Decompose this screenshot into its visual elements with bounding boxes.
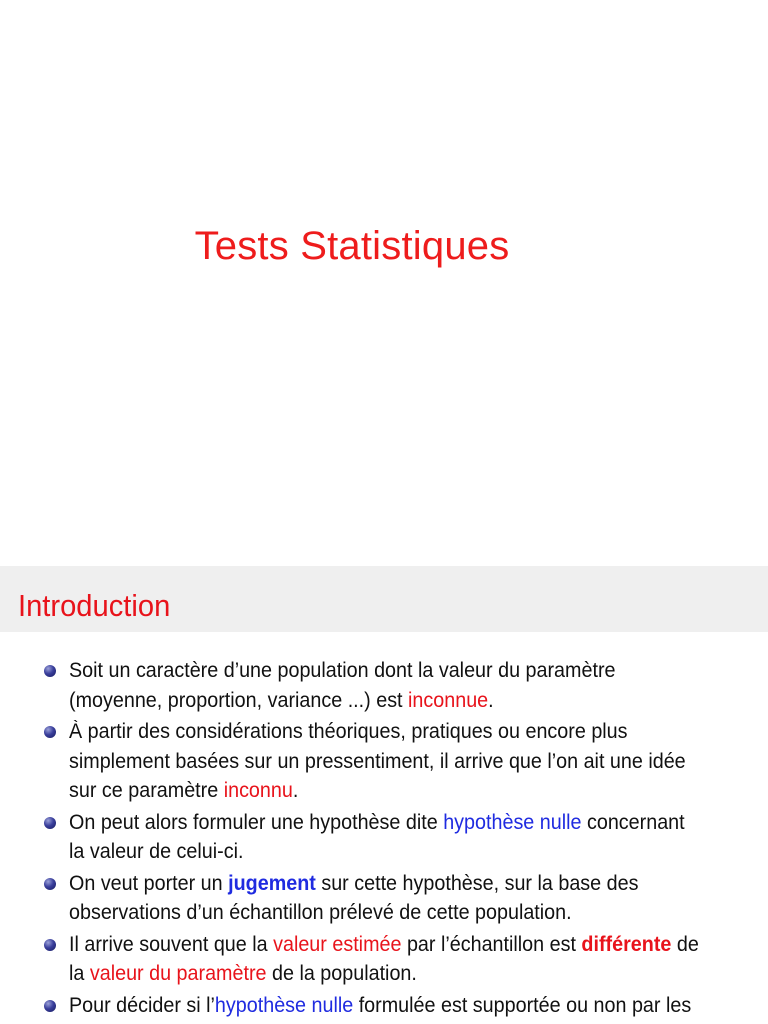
highlight-hypothese-nulle: hypothèse nulle [443, 810, 582, 834]
bullet-item-6 [0, 991, 768, 1021]
bullet-item-1 [0, 656, 768, 715]
text-line [69, 991, 707, 1021]
highlight-inconnu: inconnu [223, 779, 293, 802]
bullet-ball-icon [44, 878, 56, 890]
highlight-valeur-estimee: valeur estimée [273, 932, 402, 956]
text-run: la [69, 962, 90, 985]
text-run: À partir des considérations théoriques, pratiques ou encore plus [69, 720, 628, 743]
text-run: On peut alors formuler une hypothèse dite [69, 810, 444, 834]
frame-title: Introduction [18, 588, 171, 623]
text-run: On veut porter un [69, 871, 229, 895]
text-line [69, 776, 707, 806]
text-line [69, 717, 707, 747]
bullet-item-4 [0, 869, 768, 928]
text-line [69, 747, 707, 777]
text-run: Il arrive souvent que la [69, 932, 274, 956]
text-run: observations d’un échantillon prélevé de cette population. [69, 901, 572, 924]
text-run: . [292, 779, 299, 802]
bullet-list [0, 656, 768, 1022]
text-run: simplement basées sur un pressentiment, il arrive que l’on ait une idée [69, 749, 686, 773]
text-run: formulée est supportée ou non par les [353, 993, 692, 1017]
text-line [69, 898, 707, 928]
bullet-item-5 [0, 930, 768, 989]
text-line [69, 869, 707, 899]
text-run: de la population. [266, 962, 417, 985]
highlight-valeur-du-parametre: valeur du paramètre [89, 962, 267, 985]
bullet-ball-icon [44, 1000, 56, 1012]
highlight-jugement: jugement [228, 871, 316, 895]
bullet-ball-icon [44, 939, 56, 951]
highlight-inconnue: inconnue [408, 688, 489, 712]
text-run: par l’échantillon est [401, 932, 582, 956]
text-run: Soit un caractère d’une population dont la valeur du paramètre [69, 659, 616, 682]
highlight-hypothese-nulle: hypothèse nulle [214, 993, 354, 1017]
highlight-differente: différente [581, 932, 672, 956]
text-line [69, 686, 707, 716]
text-line [69, 837, 707, 867]
text-run: de [671, 932, 699, 956]
text-run: Pour décider si l’ [69, 993, 215, 1017]
bullet-ball-icon [44, 726, 56, 738]
text-line [69, 930, 707, 960]
text-run: . [488, 688, 494, 712]
text-line [69, 959, 707, 989]
bullet-item-2 [0, 717, 768, 806]
text-line [69, 808, 707, 838]
frame-header [0, 566, 768, 632]
text-run: (moyenne, proportion, variance ...) est [69, 688, 409, 712]
bullet-ball-icon [44, 665, 56, 677]
text-run: la valeur de celui-ci. [69, 840, 244, 863]
bullet-item-3 [0, 808, 768, 867]
text-line [69, 656, 707, 686]
bullet-ball-icon [44, 817, 56, 829]
text-run: concernant [581, 810, 685, 834]
text-run: sur ce paramètre [69, 779, 224, 802]
introduction-slide [0, 566, 768, 1024]
text-run: sur cette hypothèse, sur la base des [315, 871, 639, 895]
slide-title: Tests Statistiques [194, 224, 510, 268]
